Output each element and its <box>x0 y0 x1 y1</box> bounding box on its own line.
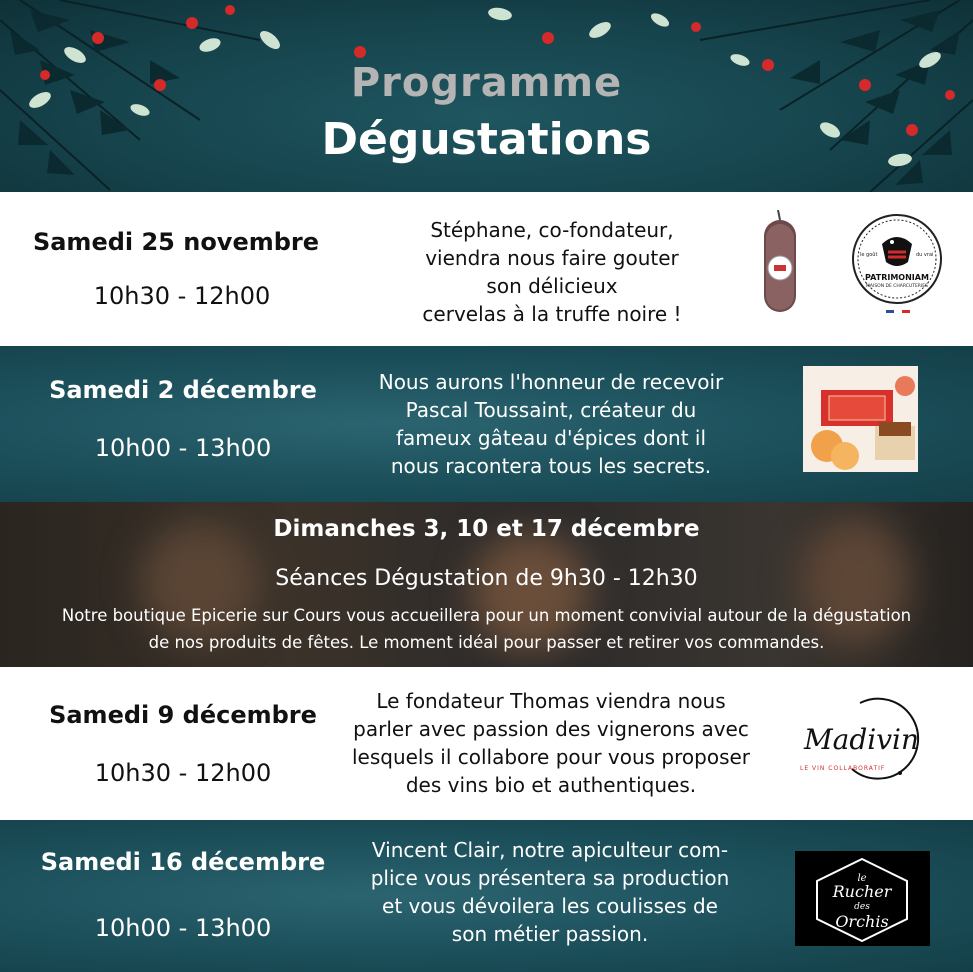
event-row-2 <box>0 346 973 502</box>
svg-text:des: des <box>854 902 870 912</box>
sunday-seances: Séances Dégustation de 9h30 - 12h30 <box>275 566 698 591</box>
svg-text:Orchis: Orchis <box>835 912 889 931</box>
sausage-product-image <box>756 210 806 314</box>
gingerbread-product-image <box>803 366 918 472</box>
event-time: 10h30 - 12h00 <box>93 282 271 310</box>
le-rucher-des-orchis-logo <box>795 851 930 946</box>
event-description: Nous aurons l'honneur de recevoir Pascal Toussaint, créateur du fameux gâteau d'épices dont il nous racontera tous les secrets. <box>378 370 724 478</box>
patrimoniam-logo: PATRIMONIAM MAISON DE CHARCUTERIES le goût du vrai <box>850 212 944 318</box>
sunday-description: Notre boutique Epicerie sur Cours vous accueillera pour un moment convivial autour de la dégustation de nos produits de fêtes. Le moment idéal pour passer et retirer vos commandes. <box>61 606 912 652</box>
event-time: 10h30 - 12h00 <box>94 759 272 787</box>
event-time: 10h00 - 13h00 <box>94 434 272 462</box>
event-date: Samedi 2 décembre <box>49 376 317 404</box>
event-date: Samedi 25 novembre <box>32 228 320 256</box>
svg-text:le: le <box>857 873 867 884</box>
event-description: Le fondateur Thomas viendra nous parler avec passion des vignerons avec lesquels il collabore pour vous proposer des vins bio et authentiques. <box>351 689 751 797</box>
sunday-title: Dimanches 3, 10 et 17 décembre <box>273 516 700 542</box>
title-line-1: Programme <box>350 60 623 106</box>
event-row-4 <box>0 820 973 972</box>
svg-text:Rucher: Rucher <box>832 882 892 901</box>
event-time: 10h00 - 13h00 <box>94 914 272 942</box>
event-description: Vincent Clair, notre apiculteur com- plice vous présentera sa production et vous dévoilera les coulisses de son métier passion. <box>370 838 730 946</box>
event-date: Samedi 9 décembre <box>49 701 317 729</box>
title-line-2: Dégustations <box>321 114 652 165</box>
event-row-3 <box>0 667 973 820</box>
event-description: Stéphane, co-fondateur, viendra nous faire gouter son délicieux cervelas à la truffe noire ! <box>422 218 682 326</box>
madivin-logo: Madivin LE VIN COLLABORATIF <box>800 697 940 781</box>
sunday-sessions-band <box>0 502 973 667</box>
event-date: Samedi 16 décembre <box>40 848 326 876</box>
header <box>0 0 973 192</box>
event-row-1 <box>0 192 973 346</box>
